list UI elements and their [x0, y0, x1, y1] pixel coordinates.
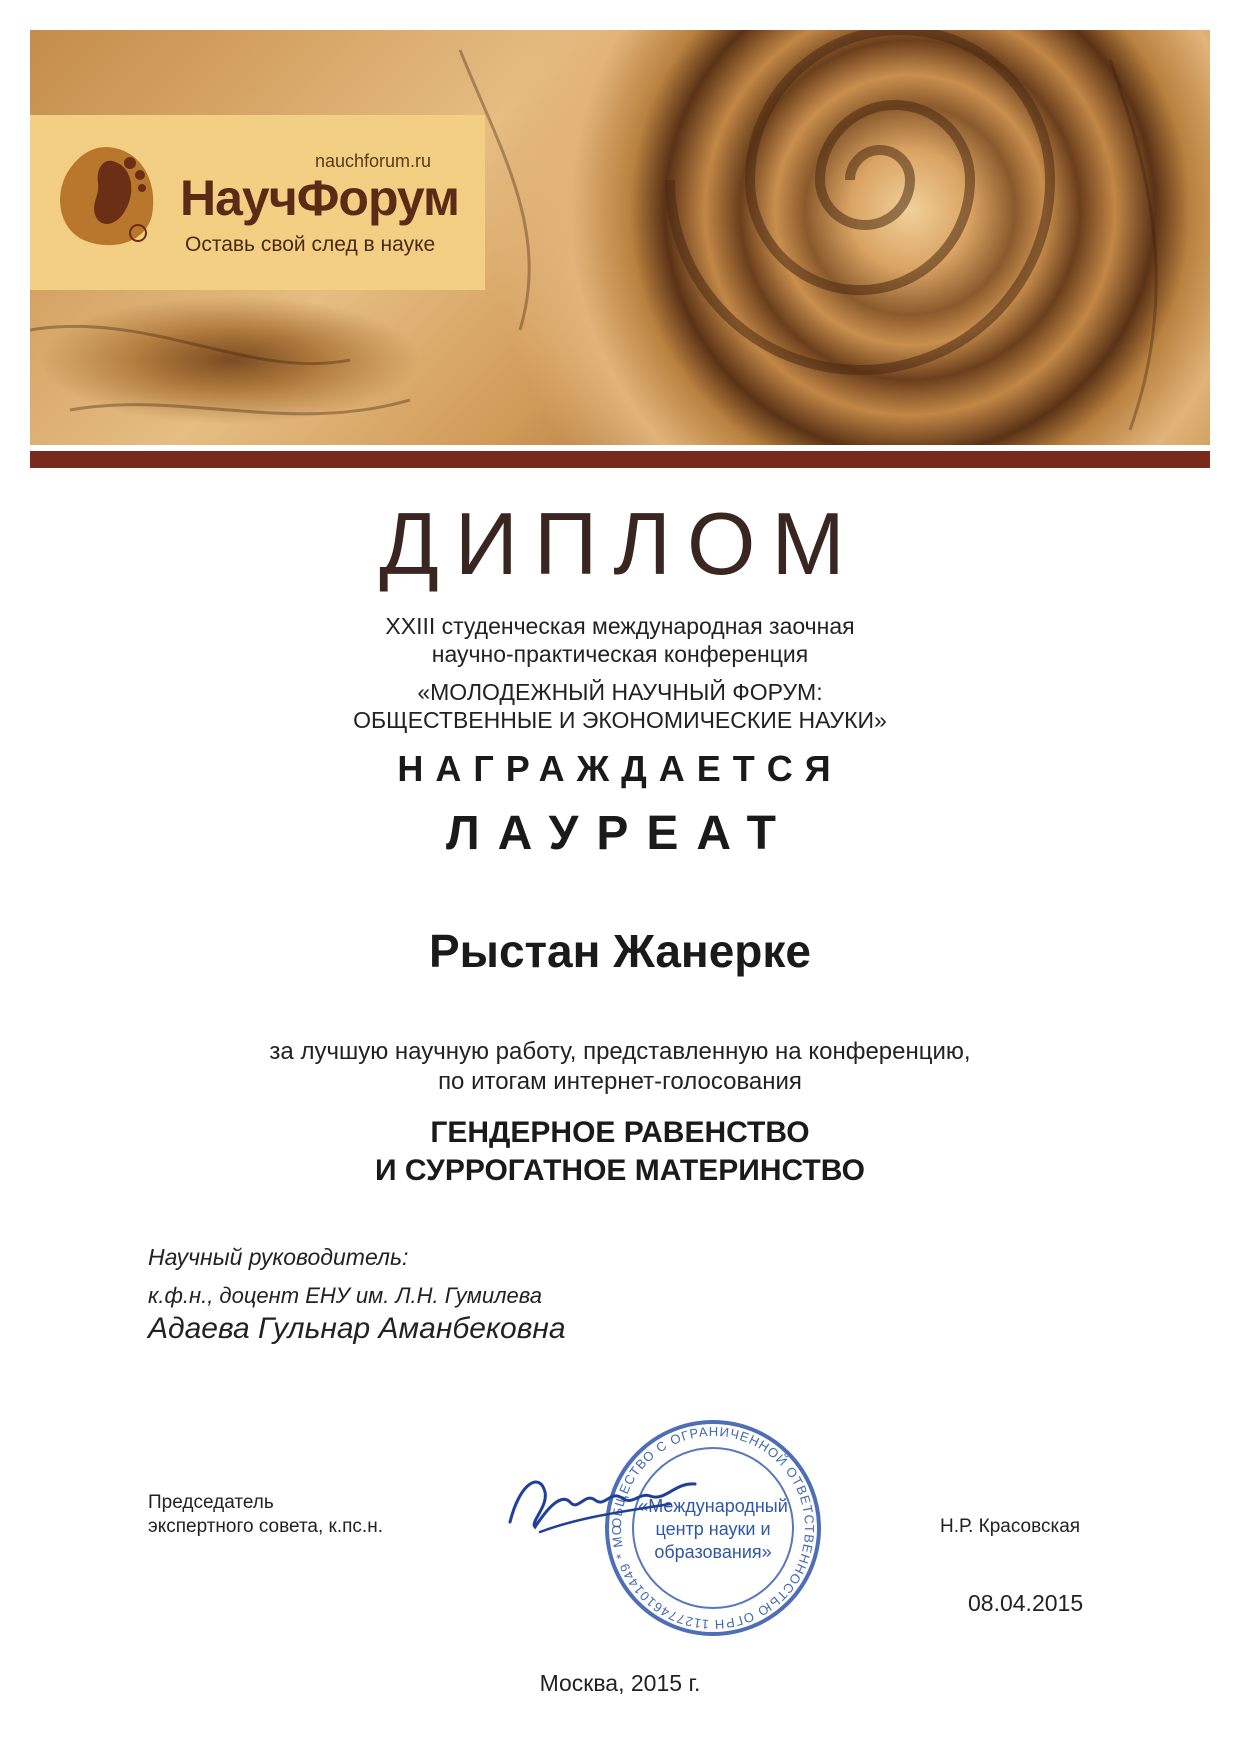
laureate-heading: ЛАУРЕАТ [446, 807, 794, 860]
recipient-name: Рыстан Жанерке [428, 925, 811, 977]
footprint-logo-icon [52, 143, 162, 253]
stamp-line-1: «Международный [638, 1496, 788, 1516]
stamp-line-2: центр науки и [655, 1519, 771, 1539]
header-banner [30, 30, 1210, 445]
logo-url: nauchforum.ru [315, 151, 432, 171]
conference-line-3: «МОЛОДЕЖНЫЙ НАУЧНЫЙ ФОРУМ: [417, 679, 823, 705]
reason-line-2: по итогам интернет-голосования [438, 1068, 802, 1095]
city-year: Москва, 2015 г. [539, 1670, 701, 1696]
supervisor-degree: к.ф.н., доцент ЕНУ им. Л.Н. Гумилева [148, 1283, 542, 1308]
conference-line-2: научно-практическая конференция [431, 641, 809, 667]
stamp-ring-text: ОБЩЕСТВО С ОГРАНИЧЕННОЙ ОТВЕТСТВЕННОСТЬЮ ОГРН 1127746101449 * МО [608, 1423, 818, 1633]
stamp-line-3: образования» [654, 1542, 772, 1562]
supervisor-label: Научный руководитель: [148, 1244, 409, 1270]
supervisor-name: Адаева Гульнар Аманбековна [148, 1312, 566, 1345]
issue-date: 08.04.2015 [968, 1590, 1084, 1616]
header-divider-bar [30, 451, 1210, 468]
chairman-title-line-2: экспертного совета, к.пс.н. [148, 1516, 383, 1537]
conference-line-4: ОБЩЕСТВЕННЫЕ И ЭКОНОМИЧЕСКИЕ НАУКИ» [353, 707, 887, 733]
logo-tagline: Оставь свой след в науке [185, 233, 436, 256]
conference-line-1: XXIII студенческая международная заочная [385, 613, 855, 639]
work-title-line-1: ГЕНДЕРНОЕ РАВЕНСТВО [430, 1116, 810, 1149]
work-title-line-2: И СУРРОГАТНОЕ МАТЕРИНСТВО [375, 1154, 865, 1187]
chairman-title-line-1: Председатель [148, 1492, 274, 1513]
reason-line-1: за лучшую научную работу, представленную на конференцию, [269, 1038, 971, 1065]
logo-panel [30, 115, 485, 290]
chairman-signature [500, 1462, 700, 1542]
logo-name: НаучФорум [180, 170, 459, 226]
diploma-title: ДИПЛОМ [379, 494, 861, 593]
awarded-heading: НАГРАЖДАЕТСЯ [397, 748, 843, 789]
chairman-name: Н.Р. Красовская [940, 1516, 1081, 1537]
